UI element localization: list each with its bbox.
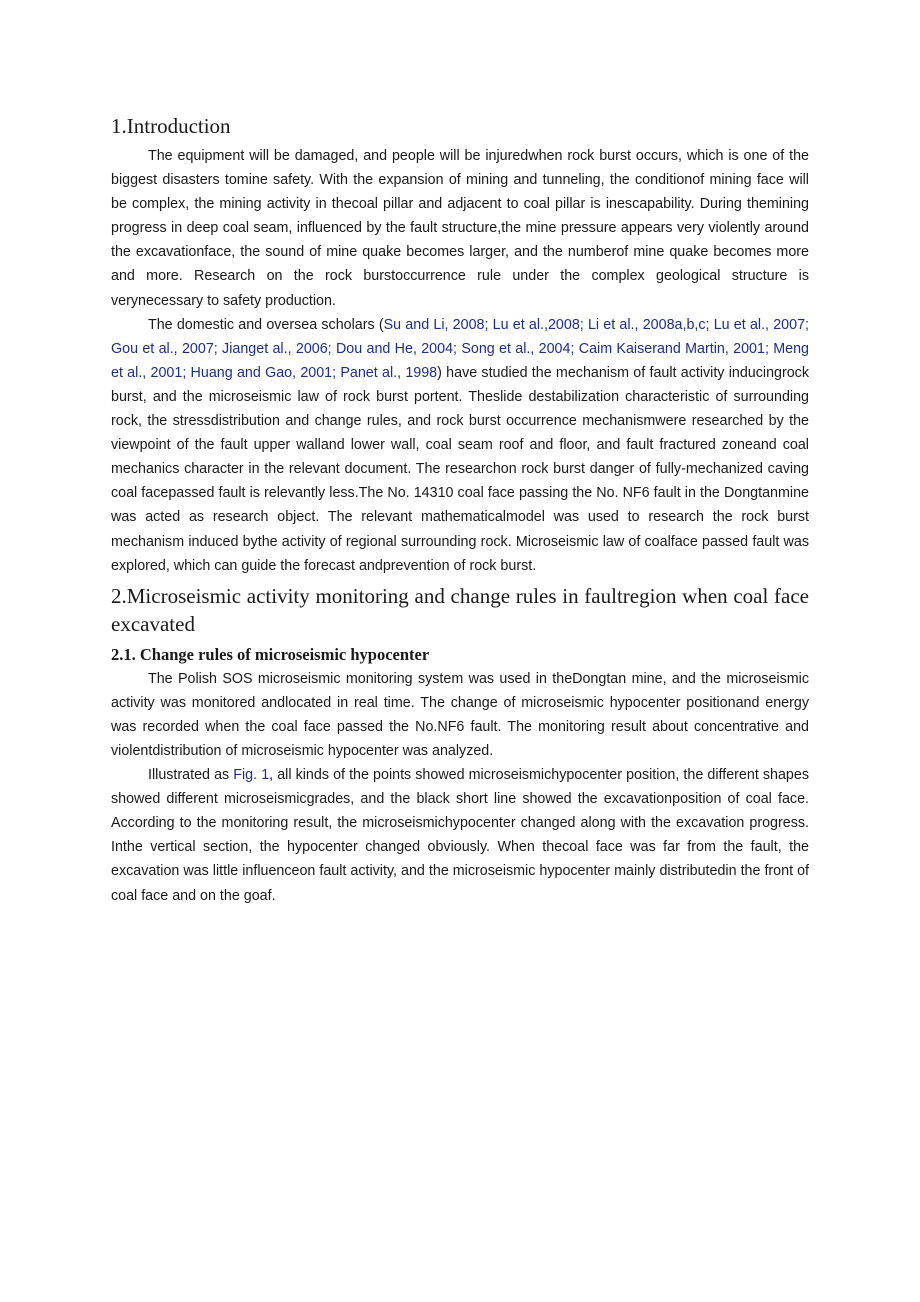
intro-paragraph-2-rest: ) have studied the mechanism of fault activity inducingrock burst, and the microseismic law of rock burst portent. Theslide destabilization characteristic of surrounding rock, the stressdistribution and change rules, and rock burst occurrence mechanismwere researched by the viewpoint of the fault upper walland lower wall, coal seam roof and floor, and fault fractured zoneand coal mechanics character in the relevant document. The researchon rock burst danger of fully-mechanized caving coal facepassed fault is relevantly less.The No. 14310 coal face passing the No. NF6 fault in the Dongtanmine was acted as research object. The relevant mathematicalmodel was used to research the rock burst mechanism induced bythe activity of regional surrounding rock. Microseismic law of coalface passed fault was explored, which can guide the forecast andprevention of rock burst.: [111, 364, 809, 574]
section-heading-introduction: 1.Introduction: [111, 114, 231, 138]
figure-link-fig1[interactable]: Fig. 1: [233, 767, 270, 784]
paper-page: [111, 112, 809, 908]
intro-paragraph-1: The equipment will be damaged, and people will be injuredwhen rock burst occurs, which is one of the biggest disasters tomine safety. With the expansion of mining and tunneling, the conditionof mining face will be complex, the mining activity in thecoal pillar and adjacent to coal pillar is inescapability. During themining progress in deep coal seam, influenced by the fault structure,the mine pressure appears very violently around the excavationface, the sound of mine quake becomes larger, and the numberof mine quake becomes more and more. Research on the rock burstoccurrence rule under the complex geological structure is verynecessary to safety production.: [111, 148, 809, 309]
section-heading-microseismic: 2.Microseismic activity monitoring and change rules in faultregion when coal face excavated: [111, 583, 809, 636]
citation-link-references[interactable]: Su and Li, 2008; Lu et al.,2008; Li et al., 2008a,b,c; Lu et al., 2007; Gou et al., 2007; Jianget al., 2006; Dou and He, 2004; Song et al., 2004; Caim Kaiserand Martin, 2001; Meng et al., 2001; Huang and Gao, 2001; Panet al., 1998: [111, 316, 809, 381]
hypocenter-paragraph-1: The Polish SOS microseismic monitoring system was used in theDongtan mine, and the microseismic activity was monitored andlocated in real time. The change of microseismic hypocenter positionand energy was recorded when the coal face passed the No.NF6 fault. The monitoring result about concentrative and violentdistribution of microseismic hypocenter was analyzed.: [111, 670, 809, 759]
hypocenter-paragraph-2-rest: , all kinds of the points showed microseismichypocenter position, the different shapes showed different microseismicgrades, and the black short line showed the excavationposition of coal face. According to the monitoring result, the microseismichypocenter changed along with the excavation progress. Inthe vertical section, the hypocenter changed obviously. When thecoal face was far from the fault, the excavation was little influenceon fault activity, and the microseismic hypocenter mainly distributedin the front of coal face and on the goaf.: [111, 767, 809, 904]
subsection-heading-hypocenter: 2.1. Change rules of microseismic hypocenter: [111, 644, 430, 664]
intro-paragraph-2-lead: The domestic and oversea scholars (: [148, 316, 384, 333]
hypocenter-paragraph-2: [111, 763, 809, 908]
intro-paragraph-2: [111, 313, 809, 578]
hypocenter-paragraph-2-lead: Illustrated as: [148, 767, 234, 784]
